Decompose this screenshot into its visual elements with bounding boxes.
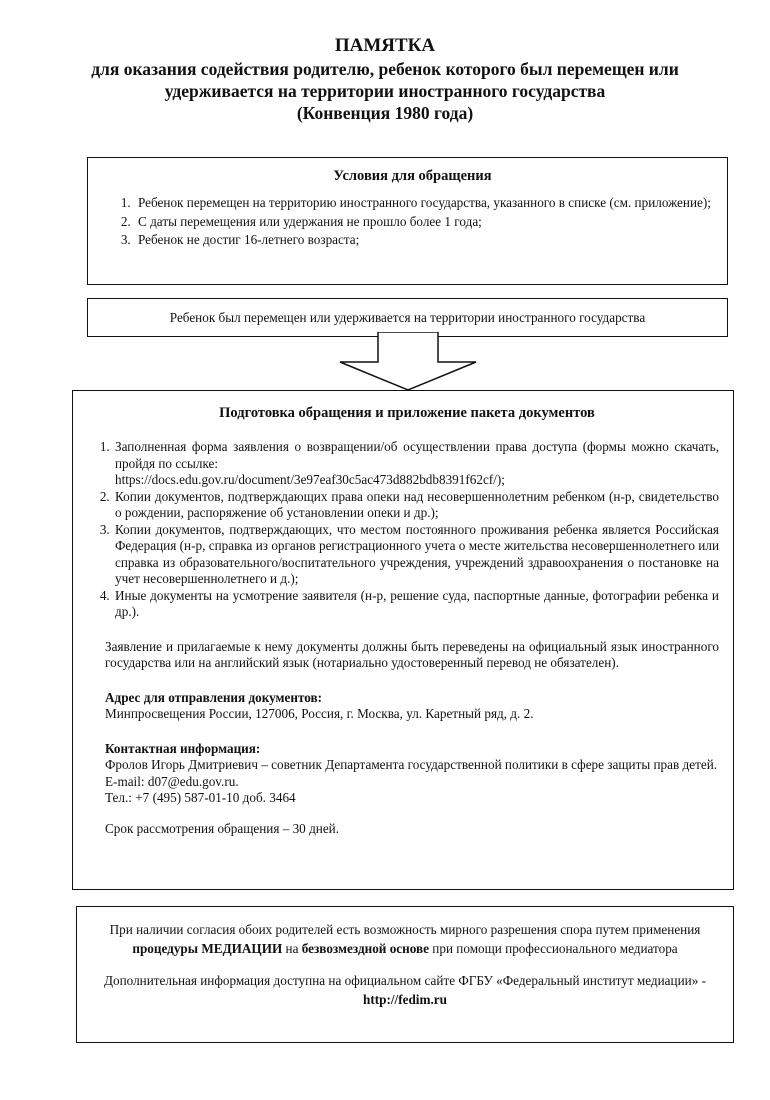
form-link[interactable]: https://docs.edu.gov.ru/document/3e97eaf30c5ac473d882bdb8391f62cf/);: [115, 472, 505, 487]
document-header: [40, 34, 730, 124]
review-deadline: Срок рассмотрения обращения – 30 дней.: [105, 820, 340, 836]
translation-note: Заявление и прилагаемые к нему документы должны быть переведены на официальный язык иностранного государства или на английский язык (нотариально удостоверенный перевод не обязателен).: [105, 638, 719, 670]
documents-item: [113, 439, 719, 489]
conditions-item: 2. С даты перемещения или удержания не прошло более 1 года;: [134, 213, 713, 232]
statement-text: Ребенок был перемещен или удерживается на территории иностранного государства: [169, 310, 646, 325]
mediation-text: При наличии согласия обоих родителей есть возможность мирного разрешения спора путем применения: [109, 922, 701, 937]
contact-person: Фролов Игорь Дмитриевич – советник Департамента государственной политики в сфере защиты прав детей.: [105, 757, 718, 772]
fedim-link[interactable]: http://fedim.ru: [363, 991, 447, 1007]
mediation-more-text: Дополнительная информация доступна на официальном сайте ФГБУ «Федеральный институт медиации» -: [104, 973, 706, 988]
documents-item-text: Заполненная форма заявления о возвращении/об осуществлении права доступа (формы можно скачать, пройдя по ссылке:: [115, 439, 719, 471]
documents-list: [95, 439, 719, 621]
conditions-list: [112, 194, 713, 250]
documents-item: 3. Копии документов, подтверждающих, что местом постоянного проживания ребенка является Российская Федерация (н-р, справка из органов регистрационного учета о месте жительства несовершеннолетнего или справка из образовательного/воспитательного учреждения, учреждений здравоохранения о постановке на учет несовершеннолетнего и д.);: [113, 522, 719, 588]
down-arrow-icon: [338, 332, 478, 392]
document-subtitle-line3: (Конвенция 1980 года): [296, 103, 474, 123]
mediation-text: на: [282, 940, 302, 956]
contact-phone: Тел.: +7 (495) 587-01-10 доб. 3464: [105, 790, 296, 805]
preparation-box: [72, 390, 734, 890]
conditions-item: 1. Ребенок перемещен на территорию иностранного государства, указанного в списке (см. приложение);: [134, 194, 713, 213]
document-title: ПАМЯТКА: [334, 35, 436, 56]
mediation-more-info: [97, 972, 713, 1009]
mediation-box: [76, 906, 734, 1043]
conditions-heading: Условия для обращения: [333, 168, 492, 184]
documents-item: 4. Иные документы на усмотрение заявителя (н-р, решение суда, паспортные данные, фотографии ребенка и др.).: [113, 588, 719, 621]
preparation-heading: Подготовка обращения и приложение пакета документов: [219, 405, 595, 421]
document-subtitle-line2: удерживается на территории иностранного государства: [164, 81, 606, 101]
contact-heading: Контактная информация:: [105, 740, 261, 756]
mediation-procedure: процедуры МЕДИАЦИИ: [132, 940, 283, 956]
contact-email[interactable]: E-mail: d07@edu.gov.ru.: [105, 773, 239, 789]
address-heading: Адрес для отправления документов:: [105, 689, 323, 705]
mediation-text: при помощи профессионального медиатора: [429, 940, 678, 956]
mediation-free-basis: безвозмездной основе: [301, 940, 429, 956]
document-subtitle-line1: для оказания содействия родителю, ребенок которого был перемещен или: [91, 59, 679, 79]
conditions-box: [87, 157, 728, 285]
conditions-item: 3. Ребенок не достиг 16-летнего возраста;: [134, 231, 713, 250]
documents-item: 2. Копии документов, подтверждающих права опеки над несовершеннолетним ребенком (н-р, свидетельство о рождении, распоряжение об установлении опеки и др.);: [113, 489, 719, 522]
mediation-info: [97, 921, 713, 958]
address-text: Минпросвещения России, 127006, Россия, г. Москва, ул. Каретный ряд, д. 2.: [105, 706, 534, 721]
